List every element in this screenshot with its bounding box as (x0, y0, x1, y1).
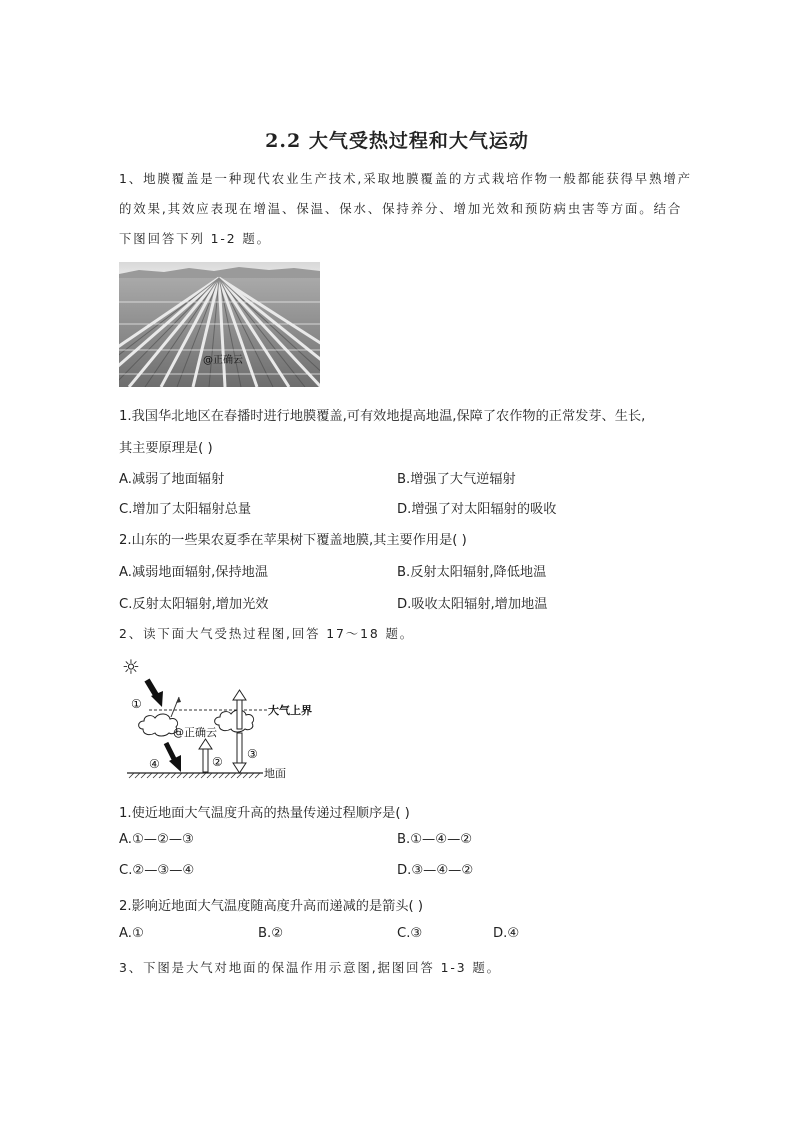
diagram-watermark: @正确云 (173, 726, 217, 739)
q2-sub1-option-b[interactable]: B.①—④—② (397, 832, 473, 847)
q1-sub1-option-a[interactable]: A.减弱了地面辐射 (119, 472, 225, 487)
label-ground: 地面 (264, 767, 286, 780)
label-1: ① (131, 697, 142, 711)
q2-sub1-option-c[interactable]: C.②—③—④ (119, 863, 195, 878)
q1-intro-line-1: 1、地膜覆盖是一种现代农业生产技术,采取地膜覆盖的方式栽培作物一般都能获得早熟增产 (119, 171, 692, 186)
ground-hatching (129, 773, 260, 778)
q1-sub1-option-c[interactable]: C.增加了太阳辐射总量 (119, 502, 252, 517)
q1-intro-line-2: 的效果,其效应表现在增温、保温、保水、保持养分、增加光效和预防病虫害等方面。结合 (119, 201, 683, 216)
mulch-field-photo (119, 262, 320, 387)
cloud-left (139, 714, 178, 736)
q2-sub1-option-d[interactable]: D.③—④—② (397, 863, 474, 878)
q1-intro-line-3: 下图回答下列 1-2 题。 (119, 231, 271, 246)
q3-intro: 3、下图是大气对地面的保温作用示意图,据图回答 1-3 题。 (119, 960, 501, 975)
q1-sub1-option-d[interactable]: D.增强了对太阳辐射的吸收 (397, 502, 557, 517)
label-2: ② (212, 755, 223, 769)
q1-sub1-stem-line-1: 1.我国华北地区在春播时进行地膜覆盖,可有效地提高地温,保障了农作物的正常发芽、生长, (119, 409, 646, 424)
q1-sub1-stem-line-2: 其主要原理是( ) (119, 441, 213, 456)
q2-sub1-stem: 1.使近地面大气温度升高的热量传递过程顺序是( ) (119, 806, 410, 821)
photo-watermark: @正确云 (203, 355, 243, 366)
label-atmosphere-top: 大气上界 (268, 704, 312, 717)
q2-sub2-option-c[interactable]: C.③ (397, 926, 423, 941)
q1-sub1-option-b[interactable]: B.增强了大气逆辐射 (397, 472, 516, 487)
q1-sub2-option-d[interactable]: D.吸收太阳辐射,增加地温 (397, 597, 548, 612)
q2-sub1-option-a[interactable]: A.①—②—③ (119, 832, 194, 847)
q2-sub2-option-b[interactable]: B.② (258, 926, 284, 941)
q1-sub2-option-b[interactable]: B.反射太阳辐射,降低地温 (397, 565, 547, 580)
arrow-4 (166, 743, 181, 772)
arrow-2-ground-radiation (199, 739, 212, 772)
page-title: 2.2 大气受热过程和大气运动 (265, 130, 529, 152)
cloud-right (215, 710, 254, 732)
q2-sub2-option-d[interactable]: D.④ (493, 926, 520, 941)
q2-sub2-stem: 2.影响近地面大气温度随高度升高而递减的是箭头( ) (119, 899, 423, 914)
q1-sub2-option-a[interactable]: A.减弱地面辐射,保持地温 (119, 565, 269, 580)
reflected-arrow (171, 697, 181, 717)
label-3: ③ (247, 747, 258, 761)
q2-intro: 2、读下面大气受热过程图,回答 17～18 题。 (119, 626, 415, 641)
label-4: ④ (149, 757, 160, 771)
atmosphere-heating-diagram (119, 655, 334, 785)
q1-sub2-option-c[interactable]: C.反射太阳辐射,增加光效 (119, 597, 269, 612)
q1-sub2-stem: 2.山东的一些果农夏季在苹果树下覆盖地膜,其主要作用是( ) (119, 533, 467, 548)
arrow-3-atmospheric-counter-radiation (233, 733, 246, 773)
q2-sub2-option-a[interactable]: A.① (119, 926, 144, 941)
sun-icon: ☼ (122, 655, 140, 679)
arrow-1-solar-radiation (147, 680, 163, 707)
